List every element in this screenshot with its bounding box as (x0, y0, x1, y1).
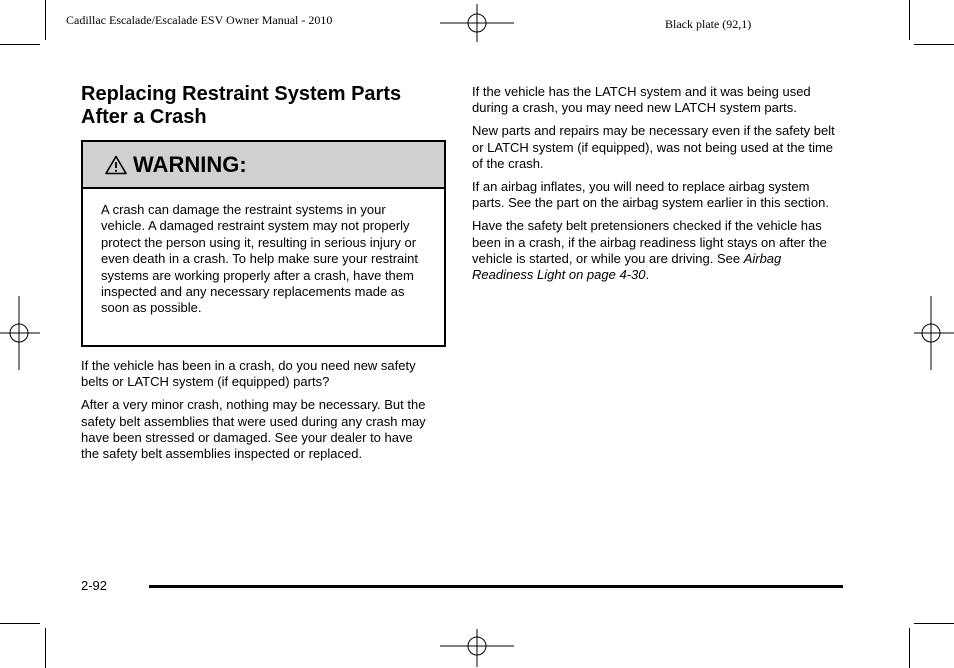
warning-triangle-icon (105, 155, 127, 175)
registration-mark-icon (0, 296, 40, 370)
plate-label: Black plate (92,1) (665, 17, 752, 31)
right-column (472, 84, 842, 290)
cross-reference-link[interactable]: Airbag Readiness Light on page 4‑30 (472, 250, 782, 283)
crop-mark (45, 0, 46, 40)
paragraph: New parts and repairs may be necessary even if the safety belt or LATCH system (if equipped), was not being used at the time of the crash. (472, 123, 835, 171)
crop-mark (0, 44, 40, 45)
paragraph (472, 218, 842, 283)
paragraph-text: Have the safety belt pretensioners checked if the vehicle has been in a crash, if the airbag readiness light stays on after the vehicle is started, or while you are driving. See (472, 218, 827, 266)
crop-mark (914, 44, 954, 45)
warning-box (81, 140, 446, 347)
warning-header (83, 142, 444, 189)
paragraph: If the vehicle has the LATCH system and it was being used during a crash, you may need new LATCH system parts. (472, 84, 811, 116)
warning-text: A crash can damage the restraint systems in your vehicle. A damaged restraint system may not properly protect the person using it, resulting in serious injury or even death in a crash. To help make sure your restraint systems are working properly after a crash, have them inspected and any necessary replacements made as soon as possible. (101, 202, 418, 316)
crop-mark (0, 623, 40, 624)
footer-rule (149, 585, 843, 588)
warning-label: WARNING: (133, 151, 247, 177)
left-column (81, 358, 431, 469)
paragraph: After a very minor crash, nothing may be necessary. But the safety belt assemblies that were used during any crash may have been stressed or damaged. See your dealer to have the safety belt assemblies inspected or replaced. (81, 397, 426, 462)
paragraph: If an airbag inflates, you will need to replace airbag system parts. See the part on the airbag system earlier in this section. (472, 179, 829, 211)
manual-title: Cadillac Escalade/Escalade ESV Owner Manual - 2010 (66, 13, 333, 27)
registration-mark-icon (440, 627, 514, 667)
paragraph-end: . (645, 267, 650, 283)
registration-mark-icon (914, 296, 954, 370)
section-title: Replacing Restraint System Parts After a Crash (81, 83, 402, 128)
crop-mark (909, 0, 910, 40)
crop-mark (914, 623, 954, 624)
crop-mark (45, 628, 46, 668)
page-number: 2-92 (81, 578, 108, 593)
paragraph: If the vehicle has been in a crash, do you need new safety belts or LATCH system (if equipped) parts? (81, 358, 416, 390)
registration-mark-icon (440, 4, 514, 44)
crop-mark (909, 628, 910, 668)
